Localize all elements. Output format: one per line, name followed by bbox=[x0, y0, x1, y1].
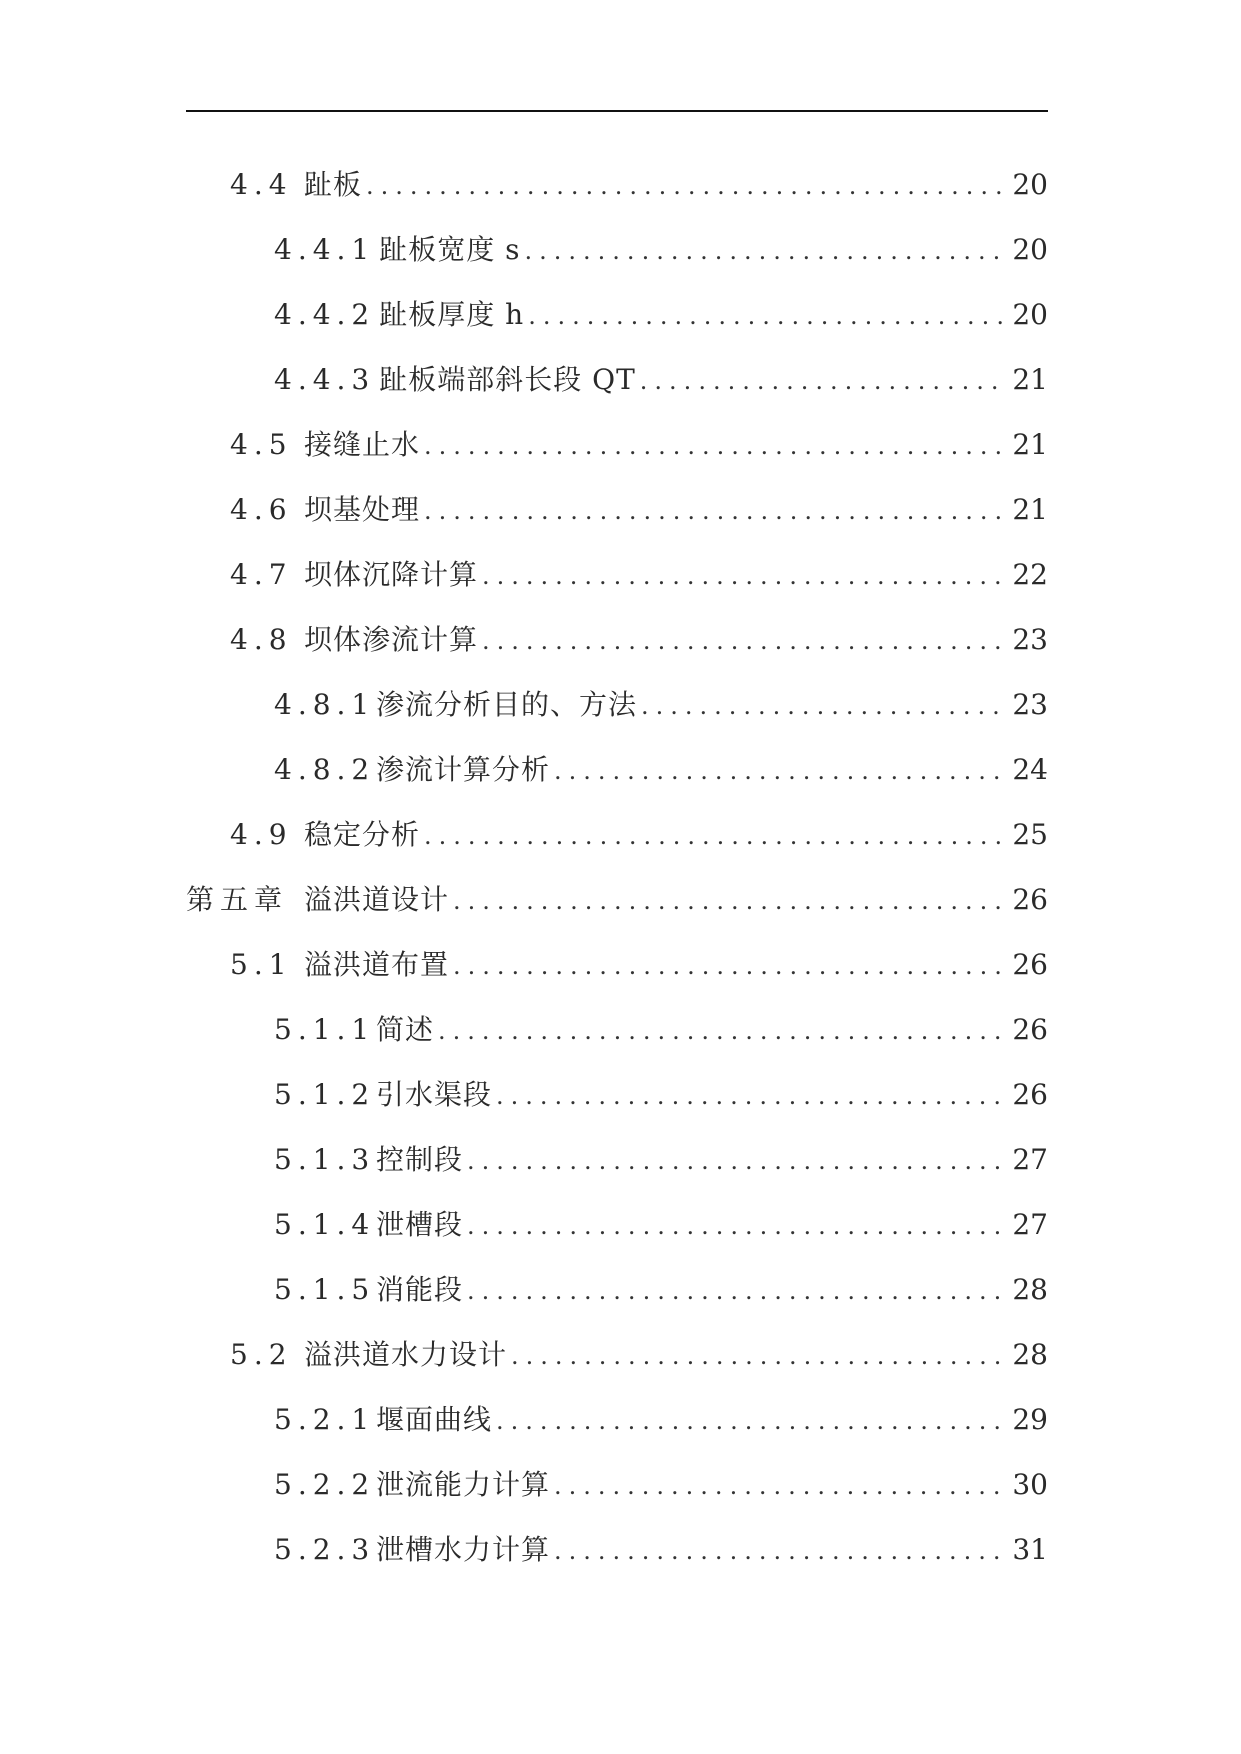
toc-entry[interactable] bbox=[186, 997, 1048, 1062]
toc-leader-dots bbox=[424, 804, 1006, 869]
toc-entry[interactable] bbox=[186, 542, 1048, 607]
toc-entry-title: 堰面曲线 bbox=[376, 1403, 493, 1436]
toc-leader-dots bbox=[467, 1194, 1006, 1259]
toc-entry[interactable] bbox=[186, 477, 1048, 542]
toc-entry-page-number: 21 bbox=[1012, 363, 1048, 396]
toc-entry-number: 5.1.1 bbox=[274, 1013, 376, 1046]
toc-entry-page-number: 23 bbox=[1012, 688, 1048, 721]
toc-entry[interactable] bbox=[186, 672, 1048, 737]
toc-entry-title: 稳定分析 bbox=[304, 818, 421, 851]
toc-entry-page-number: 26 bbox=[1012, 1078, 1048, 1111]
toc-entry-page-number: 23 bbox=[1012, 623, 1048, 656]
toc-entry-title: 泄槽段 bbox=[376, 1208, 464, 1241]
toc-entry-title: 坝体渗流计算 bbox=[304, 623, 479, 656]
toc-leader-dots bbox=[640, 349, 1007, 414]
toc-entry-number: 4.9 bbox=[230, 818, 293, 851]
toc-entry-number: 5.2.3 bbox=[274, 1533, 376, 1566]
toc-entry-number: 4.4.2 bbox=[274, 298, 376, 331]
toc-entry[interactable] bbox=[186, 412, 1048, 477]
toc-entry-title: 简述 bbox=[376, 1013, 435, 1046]
toc-entry[interactable] bbox=[186, 1322, 1048, 1387]
toc-entry-number: 4.6 bbox=[230, 493, 293, 526]
toc-entry[interactable] bbox=[186, 152, 1048, 217]
toc-entry-page-number: 20 bbox=[1012, 168, 1048, 201]
toc-entry-page-number: 26 bbox=[1012, 1013, 1048, 1046]
toc-leader-dots bbox=[438, 999, 1006, 1064]
toc-entry[interactable] bbox=[186, 737, 1048, 802]
toc-entry-number: 4.4 bbox=[230, 168, 293, 201]
toc-entry-title: 趾板宽度 s bbox=[379, 233, 521, 266]
toc-leader-dots bbox=[453, 869, 1006, 934]
toc-leader-dots bbox=[496, 1389, 1006, 1454]
toc-entry[interactable] bbox=[186, 1192, 1048, 1257]
toc-entry-page-number: 25 bbox=[1012, 818, 1048, 851]
toc-entry-page-number: 26 bbox=[1012, 948, 1048, 981]
toc-leader-dots bbox=[482, 544, 1006, 609]
toc-entry[interactable] bbox=[186, 1517, 1048, 1582]
toc-entry-number: 4.7 bbox=[230, 558, 293, 591]
toc-entry-page-number: 22 bbox=[1012, 558, 1048, 591]
toc-entry-number: 4.8.1 bbox=[274, 688, 376, 721]
toc-entry-number: 5.1.3 bbox=[274, 1143, 376, 1176]
toc-entry[interactable] bbox=[186, 1452, 1048, 1517]
toc-entry-page-number: 27 bbox=[1012, 1143, 1048, 1176]
toc-entry-page-number: 21 bbox=[1012, 428, 1048, 461]
toc-entry-page-number: 31 bbox=[1012, 1533, 1048, 1566]
toc-entry-number: 4.4.1 bbox=[274, 233, 376, 266]
toc-entry-page-number: 30 bbox=[1012, 1468, 1048, 1501]
toc-entry[interactable] bbox=[186, 282, 1048, 347]
toc-leader-dots bbox=[554, 739, 1006, 804]
toc-entry[interactable] bbox=[186, 932, 1048, 997]
toc-entry-title: 渗流计算分析 bbox=[376, 753, 551, 786]
toc-entry-title: 溢洪道布置 bbox=[304, 948, 450, 981]
toc-entry-page-number: 26 bbox=[1012, 883, 1048, 916]
toc-entry-page-number: 29 bbox=[1012, 1403, 1048, 1436]
toc-entry-title: 坝体沉降计算 bbox=[304, 558, 479, 591]
toc-entry-title: 溢洪道水力设计 bbox=[304, 1338, 508, 1371]
toc-entry-number: 4.8 bbox=[230, 623, 293, 656]
toc-entry-title: 泄流能力计算 bbox=[376, 1468, 551, 1501]
toc-leader-dots bbox=[467, 1259, 1006, 1324]
toc-entry[interactable] bbox=[186, 867, 1048, 932]
toc-entry-title: 溢洪道设计 bbox=[304, 883, 450, 916]
toc-entry-title: 趾板 bbox=[304, 168, 363, 201]
toc-entry[interactable] bbox=[186, 347, 1048, 412]
toc-entry-title: 控制段 bbox=[376, 1143, 464, 1176]
toc-entry-page-number: 20 bbox=[1012, 298, 1048, 331]
toc-entry-title: 消能段 bbox=[376, 1273, 464, 1306]
table-of-contents bbox=[186, 152, 1048, 1582]
toc-entry-page-number: 24 bbox=[1012, 753, 1048, 786]
toc-entry-page-number: 27 bbox=[1012, 1208, 1048, 1241]
toc-entry-number: 第五章 bbox=[186, 883, 289, 916]
toc-entry-page-number: 20 bbox=[1012, 233, 1048, 266]
toc-entry-number: 5.1.4 bbox=[274, 1208, 376, 1241]
toc-entry-number: 5.1.2 bbox=[274, 1078, 376, 1111]
toc-entry-page-number: 28 bbox=[1012, 1273, 1048, 1306]
toc-entry-number: 5.2.1 bbox=[274, 1403, 376, 1436]
toc-leader-dots bbox=[482, 609, 1006, 674]
toc-entry-title: 趾板厚度 h bbox=[379, 298, 525, 331]
toc-entry[interactable] bbox=[186, 802, 1048, 867]
toc-leader-dots bbox=[453, 934, 1006, 999]
toc-entry[interactable] bbox=[186, 1257, 1048, 1322]
toc-leader-dots bbox=[511, 1324, 1006, 1389]
toc-entry-number: 5.2 bbox=[230, 1338, 293, 1371]
toc-leader-dots bbox=[554, 1454, 1006, 1519]
toc-entry-title: 坝基处理 bbox=[304, 493, 421, 526]
toc-entry[interactable] bbox=[186, 217, 1048, 282]
toc-entry[interactable] bbox=[186, 1062, 1048, 1127]
toc-entry-title: 引水渠段 bbox=[376, 1078, 493, 1111]
toc-leader-dots bbox=[641, 674, 1006, 739]
toc-entry-title: 接缝止水 bbox=[304, 428, 421, 461]
toc-leader-dots bbox=[424, 479, 1006, 544]
toc-entry-title: 趾板端部斜长段 QT bbox=[379, 363, 636, 396]
toc-entry[interactable] bbox=[186, 1387, 1048, 1452]
toc-entry-page-number: 21 bbox=[1012, 493, 1048, 526]
toc-entry-title: 渗流分析目的、方法 bbox=[376, 688, 638, 721]
toc-entry[interactable] bbox=[186, 607, 1048, 672]
toc-entry-number: 5.2.2 bbox=[274, 1468, 376, 1501]
toc-entry-number: 5.1.5 bbox=[274, 1273, 376, 1306]
toc-entry-number: 4.4.3 bbox=[274, 363, 376, 396]
toc-leader-dots bbox=[467, 1129, 1006, 1194]
toc-entry-title: 泄槽水力计算 bbox=[376, 1533, 551, 1566]
toc-leader-dots bbox=[554, 1519, 1006, 1584]
toc-leader-dots bbox=[424, 414, 1006, 479]
toc-entry-number: 5.1 bbox=[230, 948, 293, 981]
toc-entry-number: 4.8.2 bbox=[274, 753, 376, 786]
toc-entry-number: 4.5 bbox=[230, 428, 293, 461]
toc-entry-page-number: 28 bbox=[1012, 1338, 1048, 1371]
header-rule bbox=[186, 110, 1048, 112]
toc-entry[interactable] bbox=[186, 1127, 1048, 1192]
toc-leader-dots bbox=[528, 284, 1006, 349]
toc-leader-dots bbox=[525, 219, 1007, 284]
toc-leader-dots bbox=[496, 1064, 1006, 1129]
toc-leader-dots bbox=[366, 154, 1006, 219]
